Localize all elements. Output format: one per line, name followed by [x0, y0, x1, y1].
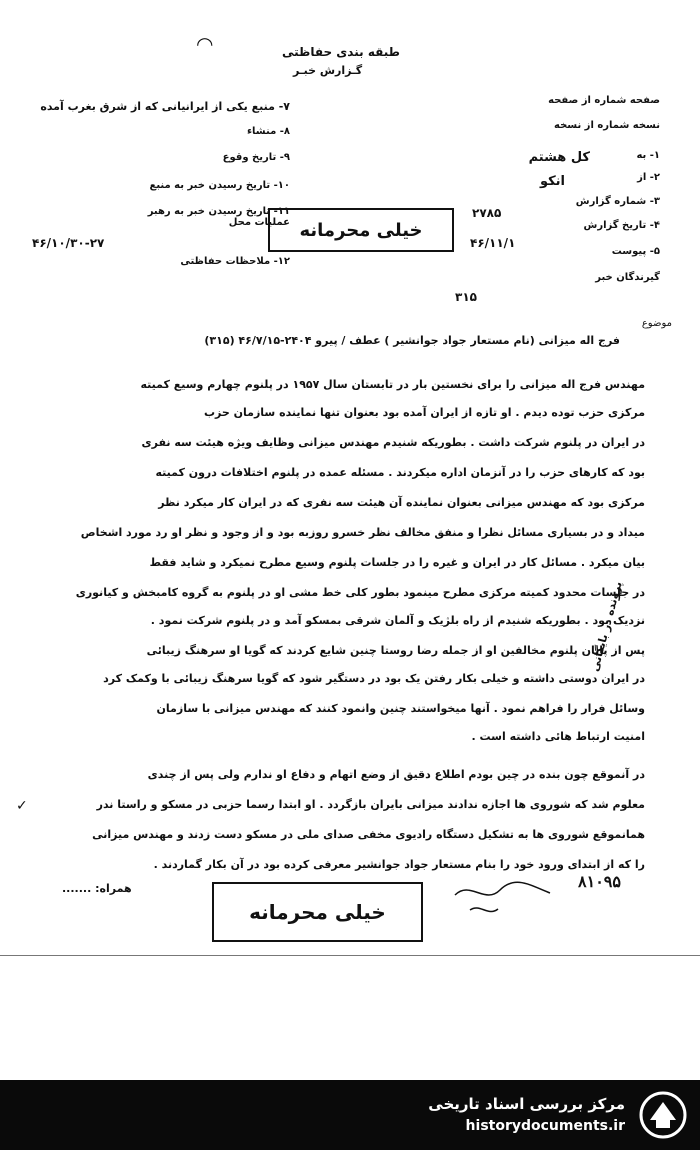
- source-field: ۷- منبع یکی از ایرانیانی که از شرق بغرب آمده: [40, 100, 290, 113]
- body-line: بیان میکرد . مسائل کار در ایران و غیره را در جلسات پلنوم وسیع مطرح نمیکرد و شاید فقط: [149, 556, 645, 569]
- attachments-line: همراه: .......: [62, 882, 132, 895]
- body-line: مرکزی حزب توده دیدم . او تازه از ایران آمده بود بعنوان تنها نماینده سازمان حزب: [203, 406, 645, 419]
- body-line: پس از پایان پلنوم مخالفین او از جمله رضا روستا چنین شایع کردند که گویا او سرهنگ زیبائی: [146, 644, 645, 657]
- body-line: معلوم شد که شوروی ها اجازه ندادند میزانی بایران بازگردد . او ابتدا رسما حزبی در مسکو و راستا ندر: [96, 798, 645, 811]
- to-value: کل هشتم: [528, 150, 590, 165]
- from-value: انکو: [539, 174, 565, 189]
- scan-edge-line: [0, 955, 700, 956]
- body-line: نزدیک بود . بطوریکه شنیدم از راه بلژیک و آلمان شرقی بمسکو آمد و در پلنوم شرکت نمود .: [150, 614, 645, 627]
- body-line: امنیت ارتباط هائی داشته است .: [471, 730, 645, 743]
- subject-line: فرج اله میزانی (نام مستعار جواد جوانشیر ) عطف / پیرو ۲۴۰۴-۴۶/۷/۱۵ (۳۱۵): [204, 334, 620, 347]
- report-number-value: ۲۷۸۵: [472, 206, 502, 220]
- footer-url[interactable]: historydocuments.ir: [465, 1118, 625, 1134]
- origin-field: ۸- منشاء: [246, 126, 290, 137]
- report-date-value: ۴۶/۱۱/۱: [470, 236, 516, 250]
- copy-number-field: نسخه شماره از نسخه: [554, 120, 660, 131]
- classification-title: طبقه بندی حفاظتی: [282, 45, 400, 59]
- body-line: در ایران دوستی داشته و خیلی بکار رفتن یک بود در دستگیر شود که گویا سرهنگ زیبائی با وکمک کرد: [103, 672, 645, 685]
- body-line: در جلسات محدود کمیته مرکزی مطرح مینمود بطور کلی خط مشی او در پلنوم به گروه کامبخش و کیانوری: [75, 586, 645, 599]
- body-line: مهندس فرج اله میزانی را برای نخستین بار در تابستان سال ۱۹۵۷ در پلنوم چهارم وسیع کمیته: [140, 378, 645, 391]
- security-notes-field: ۱۲- ملاحظات حفاظتی: [180, 256, 290, 267]
- body-line: بود که کارهای حزب را در آنزمان اداره میکردند . مسئله عمده در پلنوم اختلافات درون کمیته: [155, 466, 645, 479]
- handwritten-number: ۸۱۰۹۵: [578, 872, 621, 891]
- footer-title: مرکز بررسی اسناد تاریخی: [428, 1095, 625, 1113]
- body-line: را که از ابتدای ورود خود را بنام مستعار جواد جوانشیر معرفی کرده بود در آن بکار گماردند .: [153, 858, 645, 871]
- body-line: میداد و در بسیاری مسائل نظرا و منفق مخالف نظر خسرو روزبه بود و از وجود و نظر او رد مورد اشخاص: [80, 526, 645, 539]
- body-line: مرکزی بود که مهندس میزانی بعنوان نماینده آن هیئت سه نفری که در ایران کار میکرد نظر: [158, 496, 645, 509]
- from-field: ۲- از: [637, 172, 660, 183]
- footer-bar: [0, 1080, 700, 1150]
- to-field: ۱- به: [636, 150, 660, 161]
- subject-label: موضوع: [641, 318, 672, 329]
- body-line: در آنموقع چون بنده در چین بودم اطلاع دقیق از وضع اتهام و دفاع او ندارم ولی پس از چندی: [147, 768, 645, 781]
- signature-scribble: [450, 875, 560, 925]
- stray-mark: ◠: [196, 32, 214, 56]
- recipients-field: گیرندگان خبر: [595, 272, 660, 283]
- leader-receipt-date-field: ۱۱- تاریخ رسیدن خبر به رهبر عملیات محل: [147, 206, 290, 228]
- page-number-field: صفحه شماره از صفحه: [548, 95, 660, 106]
- body-line: همانموقع شوروی ها به تشکیل دستگاه رادیوی مخفی صدای ملی در مسکو دست زدند و مهندس میزانی: [92, 828, 645, 841]
- body-line: در ایران در پلنوم شرکت داشت . بطوریکه شنیدم مهندس میزانی وظایف ویژه هیئت سه نفری: [141, 436, 645, 449]
- handwritten-side-note: پرونده در بایگانی: [588, 580, 625, 673]
- event-date-field: ۹- تاریخ وقوع: [222, 152, 290, 163]
- report-title: گـزارش خبـر: [293, 64, 363, 77]
- archive-logo-icon: [638, 1090, 688, 1140]
- report-date-field: ۴- تاریخ گزارش: [583, 220, 660, 231]
- source-receipt-date-field: ۱۰- تاریخ رسیدن خبر به منبع: [149, 180, 290, 191]
- date-range-value: ۴۶/۱۰/۳۰-۲۷: [32, 236, 105, 250]
- report-number-field: ۳- شماره گزارش: [575, 196, 660, 207]
- top-secret-stamp-bottom: خیلی محرمانه: [212, 882, 423, 942]
- attachment-field: ۵- پیوست: [611, 246, 660, 257]
- recipients-value: ۳۱۵: [455, 290, 477, 304]
- top-secret-stamp: خیلی محرمانه: [268, 208, 454, 252]
- check-mark: ✓: [16, 798, 28, 814]
- body-line: وسائل فرار را فراهم نمود . آنها میخواستند چنین وانمود کنند که مهندس میزانی با سازمان: [156, 702, 645, 715]
